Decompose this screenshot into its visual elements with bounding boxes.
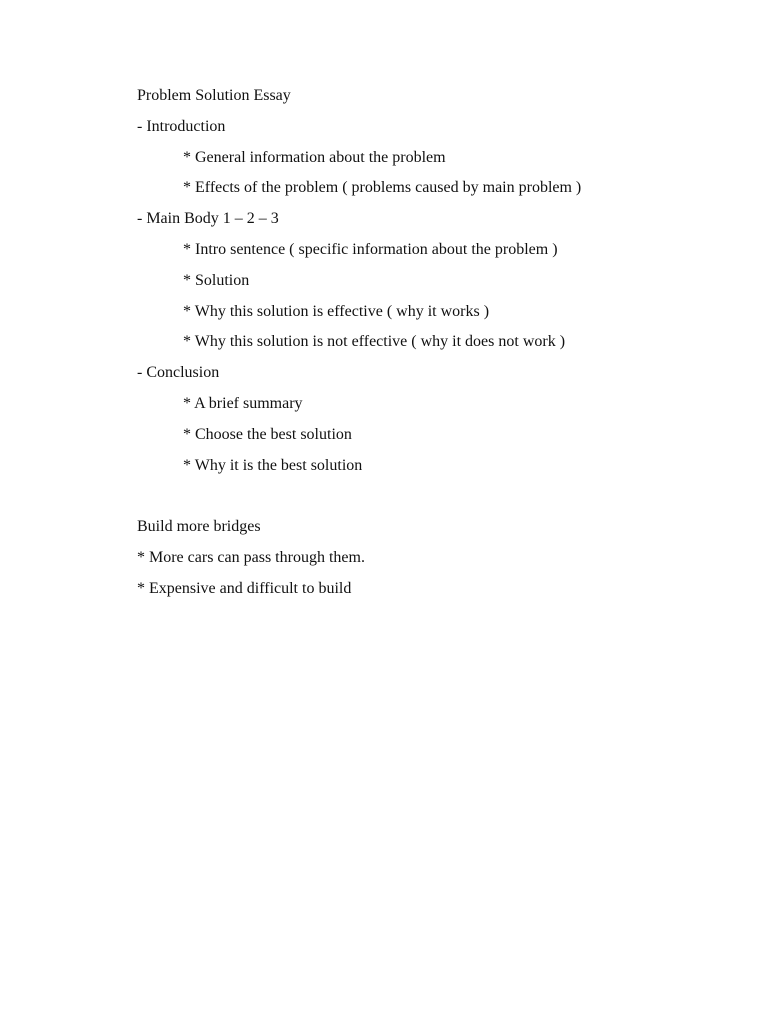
section-heading-main-body: - Main Body 1 – 2 – 3	[137, 210, 279, 228]
list-item: * Expensive and difficult to build	[137, 579, 352, 597]
list-item: * Effects of the problem ( problems caused by main problem )	[183, 179, 582, 197]
document-body	[137, 85, 581, 609]
list-item: * Solution	[183, 271, 250, 289]
list-item: * More cars can pass through them.	[137, 548, 365, 566]
blank-line	[137, 485, 581, 516]
section-heading-conclusion: - Conclusion	[137, 364, 220, 382]
list-item: * Why this solution is not effective ( why it does not work )	[183, 333, 566, 351]
list-item: * A brief summary	[183, 394, 303, 412]
list-item: * Choose the best solution	[183, 425, 352, 443]
example-heading: Build more bridges	[137, 518, 261, 536]
essay-title: Problem Solution Essay	[137, 87, 291, 104]
list-item: * Why it is the best solution	[183, 456, 363, 474]
list-item: * General information about the problem	[183, 148, 446, 166]
list-item: * Why this solution is effective ( why it works )	[183, 302, 490, 320]
section-heading-introduction: - Introduction	[137, 117, 226, 135]
list-item: * Intro sentence ( specific information about the problem )	[183, 240, 558, 258]
